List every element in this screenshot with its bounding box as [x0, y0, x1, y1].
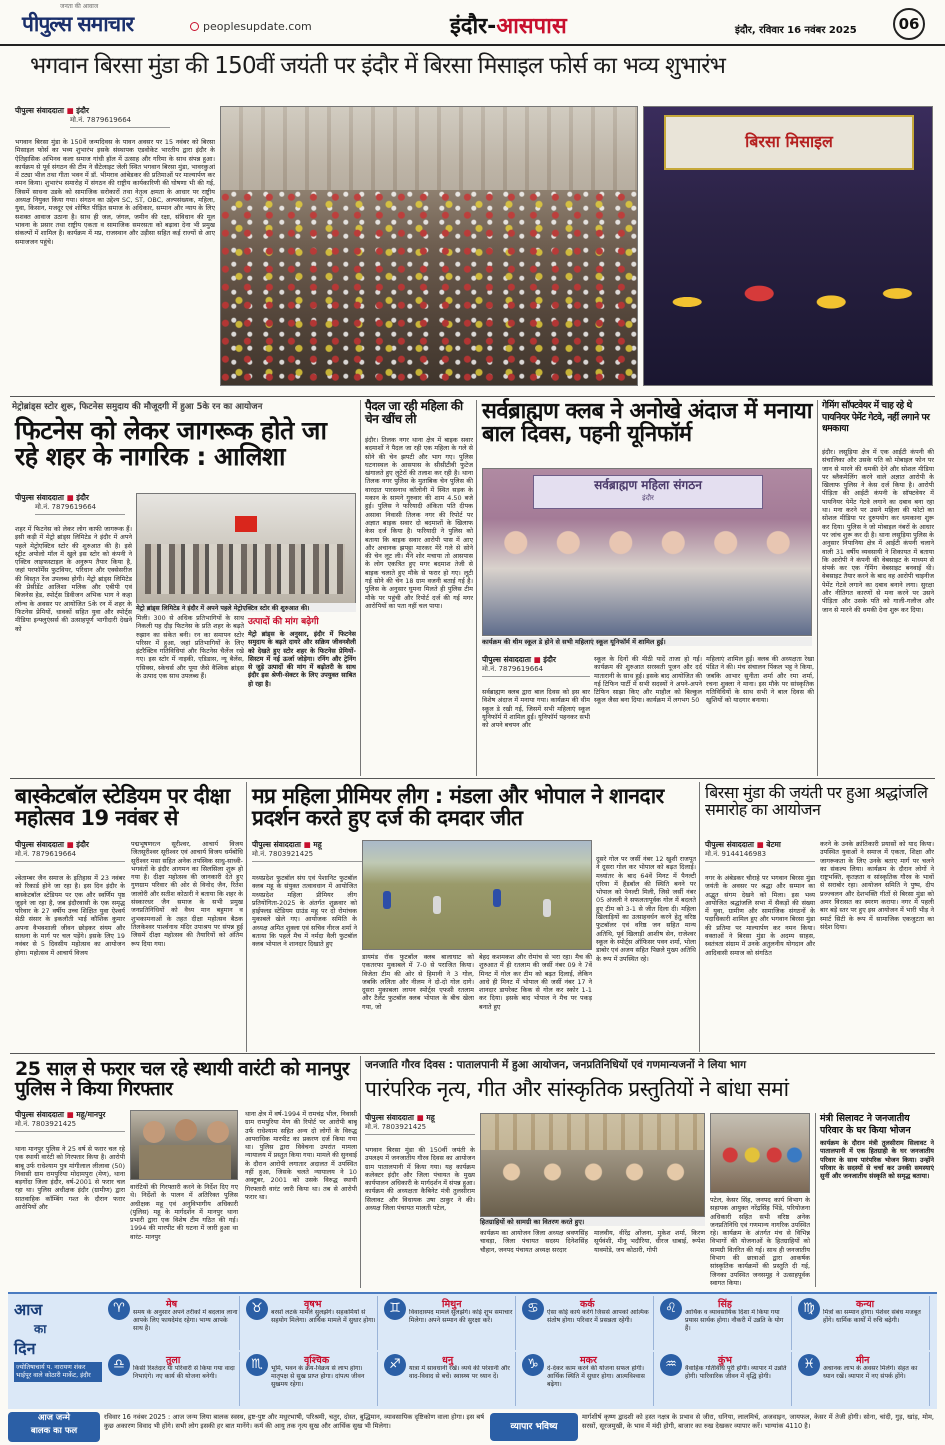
zodiac-sign-text: भूमि, भवन के क्रय-विक्रय से लाभ होगा। मातृपक्ष से सुख प्राप्त होगा। दांपत्य जीवन सुखमय रहेगा। — [271, 1365, 365, 1388]
fitness-photo-caption: मेट्रो ब्रांड्स लिमिटेड ने इंदौर में अपने पहले मेट्रोएक्टिव स्टोर की शुरुआत की। — [136, 603, 356, 612]
tribal-kicker: जनजाति गौरव दिवस : पातालपानी में हुआ आयोजन, जनप्रतिनिधियों एवं गणमान्यजनों ने लिया भाग — [365, 1059, 747, 1071]
byline-place: इंदौर — [76, 106, 89, 115]
tribal-col1: भगवान बिरसा मुंडा की 150वीं जयंती के उपलक्ष्य में जनजातीय गौरव दिवस का आयोजन ग्राम पातालपानी में किया गया। यह कार्यक्रम कलेक्टर इंदौर और जिला पंचायत के मुख्य कार्यपालन अधिकारी के मार्गदर्शन में संपन्न हुआ। कार्यक्रम की अध्यक्षता कैबिनेट मंत्री तुलसीराम सिलावट और विधायक उषा ठाकुर ने की। अध्यक्ष जिला पंचायत मालती पटेल, — [365, 1146, 475, 1213]
market-text: मार्गशीर्ष कृष्ण द्वादशी को हस्त नक्षत्र के प्रभाव से जीरा, धनिया, लालमिर्च, अजवाइन, जायफल, केसर में तेजी होगी। सोना, चांदी, गुड़, खांड़, मोम, सरसों, सूरजमुखी, के भाव में मंदी होगी, बाजार का रुख देखकर व्यापार करें। भाग्यांक 4110 है। — [582, 1413, 934, 1430]
fitness-headline: फिटनेस को लेकर जागरूक होते जा रहे शहर के नागरिक : आलिशा — [15, 416, 327, 472]
market-badge: व्यापार भविष्य — [490, 1413, 578, 1441]
born-today-badge — [8, 1412, 100, 1442]
zodiac-sign-text: विवादास्पद मामले सुलझेंगे। कोई शुभ समाचार मिलेगा। अपने सम्मान की सुरक्षा करें। — [409, 1309, 513, 1324]
brahmin-group-photo — [482, 468, 812, 636]
zodiac-symbol-icon: ♉ — [246, 1298, 268, 1320]
warrant-col2: वारंटियों की गिरफ्तारी करने के निर्देश दिए गए थे। निर्देशों के पालन में अतिरिक्त पुलिस अधीक्षक महू एवं अनुविभागीय अधिकारी (पुलिस) महू के मार्गदर्शन में मानपुर थाना प्रभारी द्वारा एक विशेष टीम गठित की गई। 1994 की मारपीट की घटना में जारी हुआ था वारंट- मानपुर — [130, 1183, 238, 1241]
zodiac-sign-text: किसी रिश्तेदार या परिवारी से किया गया वादा निभाएंगे। नए कार्य की योजना बनेगी। — [133, 1365, 235, 1380]
horoscope-title-c: दिन — [14, 1339, 36, 1358]
brahmin-col2: स्कूल के दिनों की मीठी यादें ताजा हो गईं। कार्यक्रम की शुरुआत सरस्वती पूजन और दर्द मातारानी के साथ हुई। इसके बाद आयोजित की गई टिफिन पार्टी में सभी सदस्यों ने अपने-अपने टिफिन साझा किए और माहौल को बिल्कुल स्कूल जैसा बना दिया। कार्यक्रम में लगभग 50 — [594, 655, 702, 705]
zodiac-symbol-icon: ♎ — [108, 1354, 130, 1376]
brahmin-photo-caption: कार्यक्रम की थीम स्कूल डे होने से सभी महिलाएं स्कूल यूनिफॉर्म में शामिल हुईं। — [482, 637, 812, 646]
league-col3: बेहद कशमकश और रोमांच से भरा रहा। मैच की शुरुआत में ही रतलाम की जर्सी नंबर 09 ने 7वें मिनट में गोल कर टीम को बढ़त दिलाई, लेकिन आधे ही मिनट में भोपाल की जर्सी नंबर 17 ने शानदार डायरेक्ट किक से गोल कर स्कोर 1-1 कर दिया। इसके बाद भोपाल ने मैच पर पकड़ बनाते हुए — [479, 953, 592, 1011]
lead-headline: भगवान बिरसा मुंडा की 150वीं जयंती पर इंदौर में बिरसा मिसाइल फोर्स का भव्य शुभारंभ — [30, 53, 726, 79]
section-title — [450, 10, 567, 40]
fitness-col2: मिली। 300 से अधिक प्रतिभागियों के साथ निकली यह दौड़ फिटनेस के प्रति शहर के बढ़ते रुझान का संकेत बनी। रन का समापन स्टोर परिसर में हुआ, जहां प्रतिभागियों के लिए इंटरैक्टिव गतिविधियां और फिटनेस चैलेंज रखे गए। इस स्टोर में नाइकी, एडिडास, न्यू बैलेंस, एसिक्स, स्केचर्स और पूमा जैसे वैश्विक ब्रांड्स के उत्पाद एक साथ उपलब्ध हैं। — [136, 614, 244, 681]
brahmin-banner-text: सर्वब्राह्मण महिला संगठन — [594, 478, 702, 492]
fitness-col1: शहर में फिटनेस को लेकर लोग काफी जागरूक हैं। इसी कड़ी में मेट्रो ब्रांड्स लिमिटेड ने इंदौर में अपने पहले मेट्रोएक्टिव स्टोर की शुरुआत की है। इसे स्ट्रीट अपोलो मॉल में खुले इस स्टोर को कंपनी ने एक्टिव लाइफस्टाइल के अनुरूप तैयार किया है, जहां परफॉर्मेंस फुटवियर, परिधान और एक्सेसरीज की विस्तृत रेंज उपलब्ध होगी। मेट्रो ब्रांड्स लिमिटेड की प्रेसीडेंट आलिशा मलिक और एबीपी एवं बिजनेस हेड, स्पोर्ट्स डिवीजन अभिक भाग ने कहा लॉन्च के अवसर पर आयोजित 5के रन में शहर के फिटनेस प्रेमियों, धावकों सहित युवा और स्पोर्ट्स मीडिया इन्फ्लुएंसर्स की उत्साहपूर्ण भागीदारी देखने को — [15, 525, 132, 633]
zodiac-sign-name: कन्या — [856, 1299, 875, 1310]
byline-mobile: मो.नं. 7879619664 — [482, 665, 590, 677]
fitness-byline: पीपुल्स संवाददाता ■ इंदौर मो.नं. 7879619664 — [15, 493, 125, 515]
zodiac-sign-card — [244, 1296, 378, 1350]
tribute-headline: बिरसा मुंडा की जयंती पर हुआ श्रद्धांजलि समारोह का आयोजन — [705, 783, 928, 819]
byline-place: इंदौर — [76, 840, 89, 849]
zodiac-sign-text: अचानक लाभ के अवसर मिलेंगे। सेहत का ध्यान रखें। व्यापार में नए संपर्क होंगे। — [823, 1365, 918, 1380]
tribute-col2: करने के उनके क्रांतिकारी प्रयासों को याद किया। उपस्थित युवाओं ने समाज में एकता, शिक्षा और जागरूकता के लिए उनके बताए मार्ग पर चलने का संकल्प लिया। कार्यक्रम के दौरान लोगों ने राष्ट्रभक्ति, कृतज्ञता व सांस्कृतिक गौरव के भावों से सराबोर रहा। आयोजन समिति ने पुष्प, दीप प्रज्ज्वलन और देशभक्ति गीतों से बिरसा मुंडा को अमर विरासत का स्मरण कराया। नगर में पहली बार बड़े स्तर पर हुए इस आयोजन में भारी भीड़ ने स्मार्ट सिटी के रूप में सामाजिक एकजुटता का संदेश दिया। — [820, 840, 934, 931]
zodiac-grid — [106, 1296, 934, 1408]
horoscope-title-a: आज — [14, 1300, 43, 1319]
website-url[interactable]: peoplesupdate.com — [203, 20, 312, 33]
warrant-byline: पीपुल्स संवाददाता ■ महू/मानपुर मो.नं. 7803921425 — [15, 1110, 125, 1132]
tribal-headline: पारंपरिक नृत्य, गीत और सांस्कृतिक प्रस्तुतियों ने बांधा समां — [365, 1077, 789, 1101]
warrant-col3: थाना क्षेत्र में वर्ष-1994 में रामचंद्र भील, निवासी ग्राम रामपुरिया मेण की रिपोर्ट पर आरोपी बाबू उर्फ राधेश्याम सहित अन्य दो लोगों के विरुद्ध आपराधिक मारपीट का प्रकरण दर्ज किया गया था। पुलिस द्वारा विवेचना उपरांत मामला न्यायालय में प्रस्तुत किया गया। मामले की सुनवाई के दौरान आरोपी लगातार अदालत में उपस्थित नहीं हुआ, जिसके चलते न्यायालय ने 10 अक्टूबर, 2001 को उसके विरुद्ध स्थायी गिरफ्तारी वारंट जारी किया था। तब से आरोपी फरार था। — [245, 1110, 357, 1201]
brahmin-banner-sub: इंदौर — [642, 494, 654, 502]
page-number: 06 — [893, 8, 925, 40]
byline-mobile: मो.नं. 7879619664 — [15, 850, 125, 862]
fitness-sidebar-box — [248, 614, 356, 774]
zodiac-sign-text: यात्रा में सावधानी रखें। व्यर्थ की परेशानी और वाद-विवाद से बचें। स्वास्थ्य पर ध्यान दें। — [409, 1365, 510, 1380]
zodiac-sign-text: आर्थिक व व्यावसायिक दिशा में किया गया प्रयास सार्थक होगा। नौकरी में उन्नति के योग हैं। — [685, 1309, 784, 1332]
tribal-minister-box — [820, 1113, 934, 1285]
brahmin-byline: पीपुल्स संवाददाता ■ इंदौर मो.नं. 7879619664 — [482, 655, 590, 677]
zodiac-sign-name: वृषभ — [304, 1299, 322, 1310]
league-col2: डायमंड रॉक फुटबॉल क्लब बालाघाट को एकतरफा मुकाबले में 7-0 से पराजित किया। विजेता टीम की ओर से हिमानी ने 3 गोल, जबकि ललिता और नीलम ने दो-दो गोल दागे। दूसरा मुकाबला लायन स्पोर्ट्स एफसी रतलाम और टैलेंट फुटबॉल क्लब भोपाल के बीच खेला गया, जो — [362, 953, 474, 1011]
section-title-a: इंदौर- — [450, 14, 497, 39]
zodiac-sign-text: समय के अनुसार अपने तरीकों में बदलाव लाना आपके लिए फायदेमंद रहेगा। भाग्य आपके साथ है। — [133, 1309, 238, 1332]
byline-mobile: मो.नं. 7803921425 — [365, 1123, 475, 1135]
zodiac-sign-card — [796, 1352, 930, 1406]
zodiac-sign-card — [244, 1352, 378, 1406]
horoscope-pandit: ज्योतिषाचार्य प. नारायण शंकर भाईपूर वाले कोठारी मार्केट, इंदौर — [14, 1362, 102, 1382]
zodiac-symbol-icon: ♊ — [384, 1298, 406, 1320]
chain-headline: पैदल जा रही महिला की चेन खींच ली — [365, 399, 463, 426]
born-label-b: बालक का फल — [30, 1426, 78, 1436]
fitness-box-title: उत्पादों की मांग बढ़ेगी — [248, 617, 319, 627]
tribal-event-photo — [480, 1113, 705, 1217]
masthead — [0, 0, 945, 46]
tribute-col1: नगर के अंबेडकर चौराहे पर भगवान बिरसा मुंडा जयंती के अवसर पर श्रद्धा और सम्मान का अद्भुत संगम देखने को मिला। इस भव्य आयोजित श्रद्धांजलि सभा में सैकड़ों की संख्या में युवा, ग्रामीण और सामाजिक संगठनों के पदाधिकारी शामिल हुए और भगवान बिरसा मुंडा की प्रतिमा पर माल्यार्पण कर नमन किया। वक्ताओं ने बिरसा मुंडा के अदम्य साहस, स्वतंत्रता संग्राम में उनके अतुलनीय योगदान और आदिवासी समाज को संगठित — [705, 874, 815, 957]
horoscope-title-b: का — [34, 1322, 47, 1336]
globe-icon — [190, 22, 199, 31]
horoscope-title-box — [14, 1298, 102, 1406]
league-col4: दूसरे गोल पर जर्सी नंबर 12 खुशी राजपूत ने दूसरा गोल कर भोपाल को बढ़त दिलाई। मध्यांतर के बाद 64वें मिनट में पैनल्टी एरिया में हैंडबॉल की स्थिति बनने पर भोपाल को पेनल्टी मिली, जिसे जर्सी नंबर 05 अंजली ने सफलतापूर्वक गोल में बदलते हुए टीम को 3-1 से जीत दिला दी। महिला खिलाड़ियों का उत्साहवर्धन करने हेतु वरिष्ठ फुटबॉलर एवं वरिष्ठ जन सहित मान्य अतिथि, पूर्व खिलाड़ी आशीष सेन, राजेश्वर स्कूल के स्पोर्ट्स ऑफिसर पवन शर्मा, भोला डाबोर एवं अजय सहित पिछले मुख्य अतिथि के रूप में उपस्थित रहे। — [596, 855, 696, 963]
tribal-col2: कार्यक्रम का आयोजन जिला अध्यक्ष श्रवणसिंह चावड़ा, जिला पंचायत सदस्य दिनेशसिंह चौहान, जनपद पंचायत अध्यक्ष सरदार — [480, 1229, 588, 1254]
zodiac-sign-card — [106, 1352, 240, 1406]
zodiac-sign-text: बरसों लटके मामले सुलझेंगे। सहकर्मियों से सहयोग मिलेगा। आर्थिक मामले में सुधार होगा। — [271, 1309, 376, 1324]
tribal-dance-photo — [710, 1113, 810, 1193]
lead-stage-photo — [643, 106, 933, 386]
byline-name: पीपुल्स संवाददाता — [252, 840, 301, 849]
byline-place: इंदौर — [543, 655, 556, 664]
fitness-store-photo — [136, 493, 356, 610]
zodiac-sign-card — [106, 1296, 240, 1350]
zodiac-sign-text: मित्रों का सम्मान होगा। पेशेवर संबंध मजबूत होंगे। धार्मिक कार्यों में रुचि बढ़ेगी। — [823, 1309, 921, 1324]
zodiac-sign-text: वैवाहिक गतिविधि पूरी होंगी। व्यापार में उन्नति होगी। पारिवारिक जीवन में वृद्धि होगी। — [685, 1365, 787, 1380]
zodiac-sign-name: सिंह — [718, 1299, 732, 1310]
tribal-col3: मालवीय, वीरेंद्र ओंजना, मुकेश शर्मा, किरण सूर्यवंशी, मीनू भदौरिया, धीरज धाबाई, रूपेश यावमोडे, जय कोठारी, गोपी — [594, 1229, 705, 1254]
warrant-headline: 25 साल से फरार चल रहे स्थायी वारंटी को मानपुर पुलिस ने किया गिरफ्तार — [15, 1058, 350, 1100]
lead-crowd-photo — [220, 106, 638, 386]
zodiac-symbol-icon: ♌ — [660, 1298, 682, 1320]
zodiac-sign-card — [520, 1296, 654, 1350]
lead-byline: पीपुल्स संवाददाता ■ इंदौर मो.नं. 7879619664 — [15, 106, 170, 128]
section-title-b: आसपास — [496, 14, 567, 39]
newspaper-logo[interactable]: पीपुल्स समाचार — [22, 12, 134, 36]
byline-mobile: मो.नं. 7879619664 — [35, 503, 125, 515]
league-col1: मध्यप्रदेश फुटबॉल संघ एवं पेशानिट फुटबॉल क्लब महू के संयुक्त तत्वावधान में आयोजित मध्यप्रदेश महिला प्रीमियर लीग प्रतियोगिता-2025 के अंतर्गत शुक्रवार को हाईफ्लड स्टेडियम ग्राउंड महू पर दो रोमांचक मुकाबले खेले गए। आयोजक समिति के अध्यक्ष अमित शुक्ला एवं सचिव नीरज शर्मा ने बताया कि पहले मैच में नर्मदा वैली फुटबॉल क्लब भोपाल ने शानदार दिखाते हुए — [252, 874, 357, 949]
horoscope-section — [8, 1292, 937, 1409]
byline-mobile: मो.नं. 7803921425 — [15, 1120, 125, 1132]
zodiac-sign-text: दे-देकर काम करने की योजना सफल होगी। आर्थिक स्थिति में सुधार होगा। आत्मविश्वास बढ़ेगा। — [547, 1365, 645, 1388]
zodiac-sign-name: मकर — [580, 1355, 597, 1366]
zodiac-sign-name: वृश्चिक — [304, 1355, 330, 1366]
byline-name: पीपुल्स संवाददाता — [482, 655, 531, 664]
zodiac-sign-card — [796, 1296, 930, 1350]
league-match-photo — [362, 840, 592, 950]
zodiac-sign-card — [658, 1352, 792, 1406]
zodiac-symbol-icon: ♍ — [798, 1298, 820, 1320]
dateline: इंदौर, रविवार 16 नवंबर 2025 — [735, 25, 857, 36]
byline-place: महू — [313, 840, 322, 849]
byline-place: बेटमा — [766, 840, 781, 849]
brahmin-headline: सर्वब्राह्मण क्लब ने अनोखे अंदाज में मनाया बाल दिवस, पहनी यूनिफॉर्म — [482, 399, 812, 448]
store-logo — [235, 516, 257, 532]
zodiac-symbol-icon: ♈ — [108, 1298, 130, 1320]
born-label-a: आज जन्मे — [37, 1413, 71, 1423]
league-byline: पीपुल्स संवाददाता ■ महू मो.नं. 7803921425 — [252, 840, 362, 862]
byline-mobile: मो.नं. 7879619664 — [70, 116, 170, 128]
warrant-col1: थाना मानपुर पुलिस ने 25 वर्ष से फरार चल रहे एक स्थायी वारंटी को गिरफ्तार किया है। आरोपी बाबू उर्फ राधेश्याम पुत्र मांगीलाल लीलावा (50) निवासी ग्राम रामपुरिया मोदामपुरा (मेण), थाना बड़गोंदा जिला इंदौर, वर्ष-2001 से फरार चल रहा था। पुलिस अधीक्षक इंदौर (ग्रामीण) द्वारा सातवाहिक कॉम्बिंग गश्त के दौरान फरार आरोपियों और — [15, 1145, 125, 1212]
logo-tagline: जनता की आवाज — [60, 3, 99, 10]
basketball-byline: पीपुल्स संवाददाता ■ इंदौर मो.नं. 7879619664 — [15, 840, 125, 862]
zodiac-sign-name: कर्क — [580, 1299, 595, 1310]
byline-place: इंदौर — [76, 493, 89, 502]
zodiac-sign-name: कुंभ — [718, 1355, 732, 1366]
zodiac-sign-card — [382, 1296, 516, 1350]
byline-name: पीपुल्स संवाददाता — [705, 840, 754, 849]
byline-place: महू/मानपुर — [76, 1110, 106, 1119]
byline-name: पीपुल्स संवाददाता — [15, 1110, 64, 1119]
byline-name: पीपुल्स संवाददाता — [15, 106, 64, 115]
zodiac-sign-name: मेष — [166, 1299, 178, 1310]
gaming-body: इंदौर। लसूड़िया क्षेत्र में एक आईटी कंपनी की संचालिका और उसके पति को मोबाइल फोन पर जान से मारने की धमकी देने और सोशल मीडिया पर ब्लैकमेलिंग करने वाले अज्ञात आरोपी के खिलाफ पुलिस ने केस दर्ज किया है। आरोपी पीड़िता की आईटी कंपनी के सॉफ्टवेयर में पायनियर पेमेंट गेटवे लगाने का दबाव बना रहा था। मना करने पर उसने महिला की फोटो का सोशल मीडिया पर दुरुपयोग कर धमकाना शुरू कर दिया। पुलिस ने जो मोबाइल नंबरों के आधार पर जांच शुरू कर दी है। थाना लसूड़िया पुलिस के अनुसार निपानिया क्षेत्र में आईटी कंपनी चलाने वाली 31 वर्षीय व्यवसायी ने शिकायत में बताया कि आरोपी ने कंपनी की वेबसाइट के माध्यम से संपर्क कर एक गेमिंग वेबसाइट बनवाई थी। वेबसाइट तैयार करने के बाद वह आरोपी चाइनीज पेमेंट गेटवे लगाने का दबाव बनाने लगा। सुरक्षा और नीतिगत कारणों से मना करने पर उसने पीड़िता और उसके पति को गाली-गलौज और जान से मारने की धमकी देना शुरू कर दिया। — [822, 448, 934, 614]
byline-name: पीपुल्स संवाददाता — [15, 840, 64, 849]
zodiac-symbol-icon: ♐ — [384, 1354, 406, 1376]
fitness-box-text: मेट्रो ब्रांड्स के अनुसार, इंदौर में फिटनेस समुदाय के बढ़ते दायरे और सक्रिय जीवनशैली को देखते हुए स्टोर शहर के फिटनेस प्रेमियों-सिस्टम में नई ऊर्जा जोड़ेगा। रनिंग और ट्रेनिंग से जुड़े उत्पादों की मांग में बढ़ोतरी के साथ इंदौर इस श्रेणी-सेक्टर के लिए उपयुक्त साबित हो रहा है। — [248, 630, 356, 688]
basketball-col1: श्वेताम्बर जैन समाज के इतिहास में 23 नवंबर को रिकार्ड होने जा रहा है। इस दिन इंदौर के बास्केटबॉल स्टेडियम पर एक और स्वर्णिम पृष्ठ जुड़ने जा रहा है, जब इंदौरवासी के एक समृद्ध परिवार के 27 वर्षीय उच्च शिक्षित युवा ऐश्वर्य सेठी संसार के इकलौती भाई कौशिक कुमार अपना वैभवशाली जीवन छोड़कर संयम और साधना के मार्ग पर चल पड़ेंगे। इसके लिए 19 नवंबर से 5 दिवसीय महोत्सव का आयोजन होगा। महोत्सव में आचार्य विजय — [15, 874, 125, 957]
stage-banner — [664, 115, 914, 170]
zodiac-symbol-icon: ♒ — [660, 1354, 682, 1376]
warrant-arrest-photo — [130, 1110, 238, 1180]
brahmin-col1: सर्वब्राह्मण क्लब द्वारा बाल दिवस को इस बार विशेष अंदाज में मनाया गया। कार्यक्रम की थीम स्कूल डे रखी गई, जिसमें सभी महिलाएं स्कूल यूनिफॉर्म में शामिल हुईं। यूनिफॉर्म पहनकर सभी को अपने बचपन और — [482, 688, 590, 730]
zodiac-sign-card — [520, 1352, 654, 1406]
byline-mobile: मो.नं. 7803921425 — [252, 850, 362, 862]
byline-mobile: मो.नं. 9144146983 — [705, 850, 815, 862]
zodiac-sign-card — [382, 1352, 516, 1406]
zodiac-symbol-icon: ♋ — [522, 1298, 544, 1320]
tribal-box-title: मंत्री सिलावट ने जनजातीय परिवार के घर किया भोजन — [820, 1113, 911, 1136]
basketball-headline: बास्केटबॉल स्टेडियम पर दीक्षा महोत्सव 19 नवंबर से — [15, 784, 230, 831]
zodiac-sign-name: धनु — [442, 1355, 454, 1366]
tribal-col4: पटेल, केसर सिंह, जनपद कार्य विभाग के सहायक आयुक्त नरेंद्रसिंह भिंडे, परियोजना अधिकारी सहित सभी वरिष्ठ अनेक जनप्रतिनिधि एवं गणमान्य नागरिक उपस्थित रहे। कार्यक्रम के अंतर्गत मंच से विभिन्न विभागों की योजनाओं के हितग्राहियों को सामग्री वितरित की गई। साथ ही जनजातीय विभाग की छात्राओं द्वारा आकर्षक सांस्कृतिक कार्यक्रमों की प्रस्तुति दी गई, जिनका उपस्थित जनसमूह ने उत्साहपूर्वक स्वागत किया। — [710, 1196, 810, 1286]
zodiac-sign-name: मीन — [856, 1355, 870, 1366]
gaming-headline: गेमिंग सॉफ्टवेयर में चाह रहे थे पायनियर पेमेंट गेटवे, नहीं लगाने पर धमकाया — [822, 400, 930, 434]
tribal-byline: पीपुल्स संवाददाता ■ महू मो.नं. 7803921425 — [365, 1113, 475, 1135]
stage-banner-text: बिरसा मिसाइल — [745, 132, 833, 151]
zodiac-sign-name: मिथुन — [442, 1299, 462, 1310]
basketball-col2: पद्मभूषणरत्न सूरीश्वर, आचार्य विजय जितसूरीश्वर सूरीश्वर एवं आचार्य विजय धर्मबोधि सूरीश्वर मसा सहित अनेक तपस्विक साधु-साध्वी-भगवंतों के इंदौर आगमन का सिलसिला शुरू हो गया है। दीक्षा महोत्सव की जानकारी देते हुए गुणग्राम परिवार की ओर से विनोद जैन, रितेश जालोरी और सतीश कोठारी ने बताया कि शहर के संस्कारधर जैन समाज के सभी प्रमुख जनप्रतिनिधियों को वैध्य मान बहुमान व शुभकामनाओं के तहत दीक्षा महोत्सव बैठक तिलकेश्वर पार्श्वनाथ मंदिर उपाश्रय पर संपन्न हुई जिसमें दीक्षा महोत्सव की तैयारियों को अंतिम रूप दिया गया। — [131, 840, 243, 948]
zodiac-symbol-icon: ♑ — [522, 1354, 544, 1376]
tribute-byline: पीपुल्स संवाददाता ■ बेटमा मो.नं. 9144146983 — [705, 840, 815, 862]
zodiac-symbol-icon: ♓ — [798, 1354, 820, 1376]
zodiac-sign-name: तुला — [166, 1355, 181, 1366]
league-headline: मप्र महिला प्रीमियर लीग : मंडला और भोपाल ने शानदार प्रदर्शन करते हुए दर्ज की दमदार जीत — [252, 784, 664, 831]
brahmin-banner — [533, 475, 763, 509]
lead-body: भगवान बिरसा मुंडा के 150वें जन्मदिवस के पावन अवसर पर 15 नवंबर को बिरसा मिसाइल फोर्स का भव्य शुभारंभ इसके संस्थापक एडवोकेट भारतीय द्वारा इंदौर के ऐतिहासिक अभिनव कला समाज गांधी हॉल में उत्साह और गरिमा के साथ संपन्न हुआ। कार्यक्रम से पूर्व संगठन की टीम ने सैटेलाइट जेली स्थित भगवान बिरसा मुंडा, भावरकुआं में टट्या भील तथा गीता भवन में डॉ. भीमराव आंबेडकर की प्रतिमाओं पर माल्यार्पण कर नमन किया। शुभारंभ समारोह में संगठन की राष्ट्रीय कार्यकारिणी की घोषणा भी की गई, जिसमें साधना उडके को सामाजिक सरोकारों तथा नेतृत्व क्षमता के आधार पर राष्ट्रीय अध्यक्ष नियुक्त किया गया। संगठन का उद्देश्य SC, ST, OBC, अल्पसंख्यक, महिला, युवा, किसान, मजदूर एवं शोषित पीड़ित समाज के अधिकार, सम्मान और न्याय के लिए सशक्त आवाज उठाना है। साथ ही जल, जंगल, जमीन की रक्षा, संविधान की मूल भावना के प्रसार तथा राष्ट्रीय एकता व सामाजिक समरसता को बढ़ावा देना भी प्रमुख संकल्पों में शामिल है। कार्यक्रम में मप्र, राजस्थान और उड़ीसा सहित कई राज्यों से आए समाजजन पहुंचे। — [15, 138, 215, 246]
tribal-photo-caption: हितग्राहियों को सामग्री का वितरण करते हुए। — [480, 1217, 705, 1226]
fitness-kicker: मेट्रोब्रांड्स स्टोर शुरू, फिटनेस समुदाय की मौजूदगी में हुआ 5के रन का आयोजन — [12, 402, 263, 412]
zodiac-sign-text: ऐसा कोई कार्य करेंगे जिससे आपको आत्मिक संतोष होगा। परिवार में प्रसन्नता रहेगी। — [547, 1309, 649, 1324]
byline-name: पीपुल्स संवाददाता — [365, 1113, 414, 1122]
byline-place: महू — [426, 1113, 435, 1122]
chain-body: इंदौर। तिलक नगर थाना क्षेत्र में बाइक सवार बदमाशों ने पैदल जा रही एक महिला के गले से सोने की चेन झपटी और भाग गए। पुलिस घटनास्थल के आसपास के सीसीटीवी फुटेज खंगालते हुए लुटेरों की तलाश कर रही है। थाना तिलक नगर पुलिस के मुताबिक चेन पुलिस की वारदात पारसनाथ कॉलोनी में स्थित सड़क के मकान के सामने गुरुवार की शाम 4.50 बजे हुई। पुलिस ने फरियादी अंकिता पति दीपक असावा निवासी तिलक नगर की रिपोर्ट पर अज्ञात बाइक सवार दो बदमाशों के खिलाफ केस दर्ज किया है। फरियादी ने पुलिस को बताया कि बाइक सवार आरोपी पास में आए और अचानक झपट्टा मारकर मेरे गले से सोने की चेन लूट ली। मैंने शोर मचाया तो आसपास के लोग एकत्रित हुए मगर बदमाश तेजी से बाइक चलाते हुए मौके से फरार हो गए। लूटी गई सोने की चेन 18 ग्राम वजनी बताई गई है। पुलिस के अनुसार घुमना मिलते ही पुलिस टीम मौके पर पहुंची और रिपोर्ट दर्ज की गई मगर आरोपियों का पता नहीं चल पाया। — [365, 436, 473, 610]
brahmin-col3: महिलाएं शामिल हुईं। क्लब की अध्यक्षता रेखा पंडित ने की। मंच संचालन पिंकल भट्ट ने किया, जबकि आभार सुनीता शर्मा और रमा शर्मा, रचना शुक्ला ने माना। इस मौके पर सांस्कृतिक गतिविधियों के साथ सभी ने बाल दिवस की खुशियों को यादगार बनाया। — [706, 655, 814, 705]
zodiac-sign-card — [658, 1296, 792, 1350]
byline-name: पीपुल्स संवाददाता — [15, 493, 64, 502]
zodiac-symbol-icon: ♏ — [246, 1354, 268, 1376]
tribal-box-text: कार्यक्रम के दौरान मंत्री तुलसीराम सिलावट ने पातालपानी में एक हितग्राही के घर जनजातीय परिवार के साथ पारंपरिक भोजन किया। उन्होंने परिवार के सदस्यों से चर्चा कर उनकी समस्याएं सुनीं और जनजातीय संस्कृति को समृद्ध बताया। — [820, 1139, 934, 1181]
born-today-text: रविवार 16 नवंबर 2025 : आज जन्म लिया बालक स्वस्थ, हृष्ट-पुष्ट और मधुरभाषी, परिश्रमी, चतुर, दोस्त, बुद्धिमान, व्यावसायिक दृष्टिकोण वाला होगा। इस बर्ष कुछ अकारण विवाद भी होंगे। सभी लोग इसकी हर बात मानेंगे। कर्म की आयु तक नृत्य सुख और आर्थिक सुख भी मिलेगा। — [104, 1413, 484, 1430]
